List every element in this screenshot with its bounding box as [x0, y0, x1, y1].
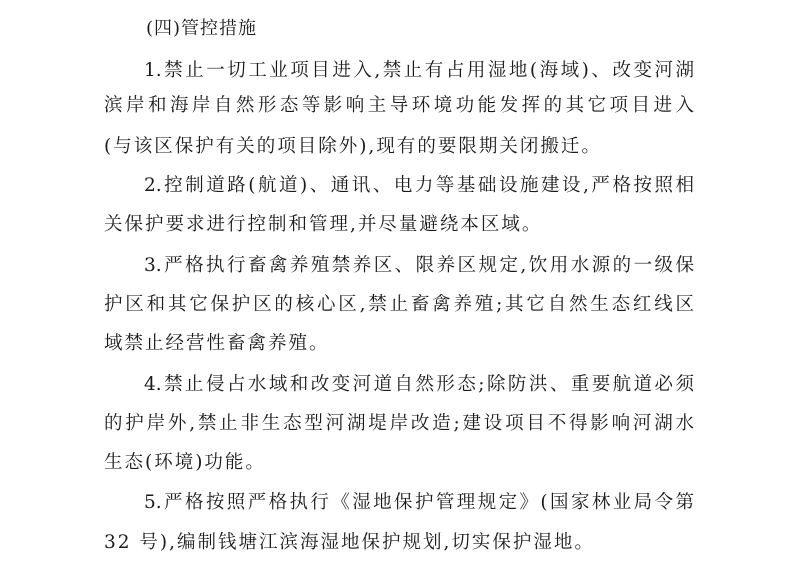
measure-5-line-2: 32 号),编制钱塘江滨海湿地保护规划,切实保护湿地。 [104, 532, 595, 553]
measure-5-line-1: 5.严格按照严格执行《湿地保护管理规定》(国家林业局令第 [144, 492, 694, 513]
measure-4-line-1: 4.禁止侵占水域和改变河道自然形态;除防洪、重要航道必须 [144, 374, 694, 395]
measure-2-line-1: 2.控制道路(航道)、通讯、电力等基础设施建设,严格按照相 [144, 175, 694, 196]
measure-2-line-2: 关保护要求进行控制和管理,并尽量避绕本区域。 [104, 214, 543, 235]
section-heading: (四)管控措施 [146, 18, 258, 39]
measure-3-line-2: 护区和其它保护区的核心区,禁止畜禽养殖;其它自然生态红线区 [104, 294, 694, 315]
measure-1-line-3: (与该区保护有关的项目除外),现有的要限期关闭搬迁。 [104, 136, 602, 157]
measure-1-line-2: 滨岸和海岸自然形态等影响主导环境功能发挥的其它项目进入 [104, 95, 694, 116]
measure-4-line-2: 的护岸外,禁止非生态型河湖堤岸改造;建设项目不得影响河湖水 [104, 413, 694, 434]
measure-3-line-1: 3.严格执行畜禽养殖禁养区、限养区规定,饮用水源的一级保 [144, 255, 694, 276]
measure-1-line-1: 1.禁止一切工业项目进入,禁止有占用湿地(海域)、改变河湖 [144, 60, 694, 81]
measure-3-line-3: 域禁止经营性畜禽养殖。 [104, 333, 330, 354]
measure-4-line-3: 生态(环境)功能。 [104, 452, 266, 473]
